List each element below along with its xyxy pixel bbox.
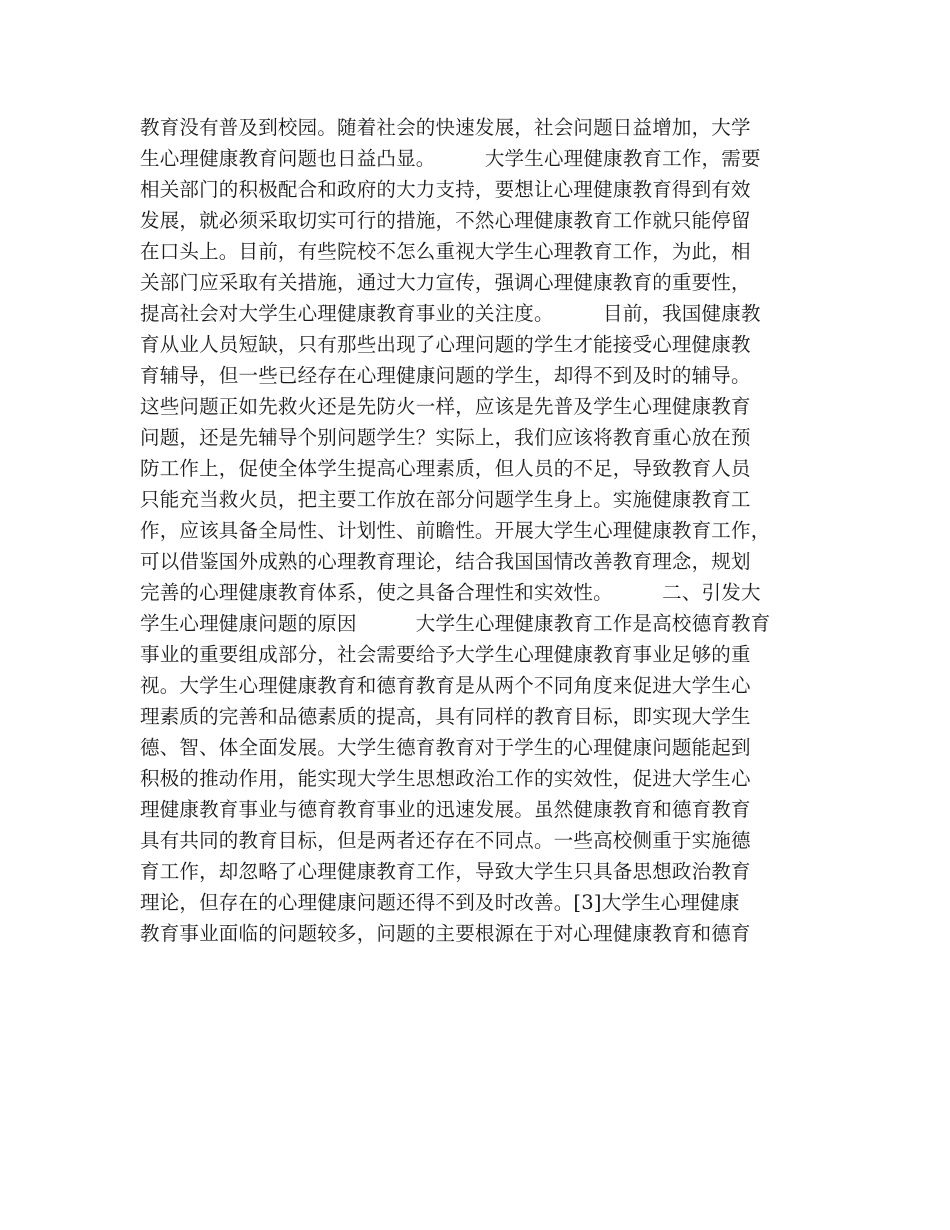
text-line: 在口头上。目前，有些院校不怎么重视大学生心理教育工作，为此，相 [140, 240, 751, 263]
text-line: 德、智、体全面发展。大学生德育教育对于学生的心理健康问题能起到 [140, 736, 751, 759]
text-line: 提高社会对大学生心理健康教育事业的关注度。 目前，我国健康教 [140, 302, 761, 325]
text-line: 生心理健康教育问题也日益凸显。 大学生心理健康教育工作，需要 [140, 147, 761, 170]
text-line: 这些问题正如先救火还是先防火一样，应该是先普及学生心理健康教育 [140, 395, 751, 418]
text-line: 育从业人员短缺，只有那些出现了心理问题的学生才能接受心理健康教 [140, 333, 751, 356]
text-line: 理健康教育事业与德育教育事业的迅速发展。虽然健康教育和德育教育 [140, 798, 751, 821]
text-line: 具有共同的教育目标，但是两者还存在不同点。一些高校侧重于实施德 [140, 829, 751, 852]
body-text [140, 112, 830, 949]
text-line: 教育事业面临的问题较多，问题的主要根源在于对心理健康教育和德育 [140, 922, 751, 945]
text-line: 相关部门的积极配合和政府的大力支持，要想让心理健康教育得到有效 [140, 178, 751, 201]
text-line: 事业的重要组成部分，社会需要给予大学生心理健康教育事业足够的重 [140, 643, 751, 666]
text-line: 只能充当救火员，把主要工作放在部分问题学生身上。实施健康教育工 [140, 488, 751, 511]
text-line: 作，应该具备全局性、计划性、前瞻性。开展大学生心理健康教育工作， [140, 519, 771, 542]
text-line: 防工作上，促使全体学生提高心理素质，但人员的不足，导致教育人员 [140, 457, 751, 480]
text-line: 学生心理健康问题的原因 大学生心理健康教育工作是高校德育教育 [140, 612, 771, 635]
text-line: 视。大学生心理健康教育和德育教育是从两个不同角度来促进大学生心 [140, 674, 751, 697]
text-line: 教育没有普及到校园。随着社会的快速发展，社会问题日益增加，大学 [140, 116, 751, 139]
text-line: 完善的心理健康教育体系，使之具备合理性和实效性。 二、引发大 [140, 581, 761, 604]
text-line: 问题，还是先辅导个别问题学生？实际上，我们应该将教育重心放在预 [140, 426, 751, 449]
text-line: 理素质的完善和品德素质的提高，具有同样的教育目标，即实现大学生 [140, 705, 751, 728]
text-line: 积极的推动作用，能实现大学生思想政治工作的实效性，促进大学生心 [140, 767, 751, 790]
text-line: 发展，就必须采取切实可行的措施，不然心理健康教育工作就只能停留 [140, 209, 751, 232]
text-line: 关部门应采取有关措施，通过大力宣传，强调心理健康教育的重要性， [140, 271, 751, 294]
text-line: 理论，但存在的心理健康问题还得不到及时改善。[3]大学生心理健康 [140, 891, 740, 914]
text-line: 育工作，却忽略了心理健康教育工作，导致大学生只具备思想政治教育 [140, 860, 751, 883]
text-line: 育辅导，但一些已经存在心理健康问题的学生，却得不到及时的辅导。 [140, 364, 751, 387]
text-line: 可以借鉴国外成熟的心理教育理论，结合我国国情改善教育理念，规划 [140, 550, 751, 573]
